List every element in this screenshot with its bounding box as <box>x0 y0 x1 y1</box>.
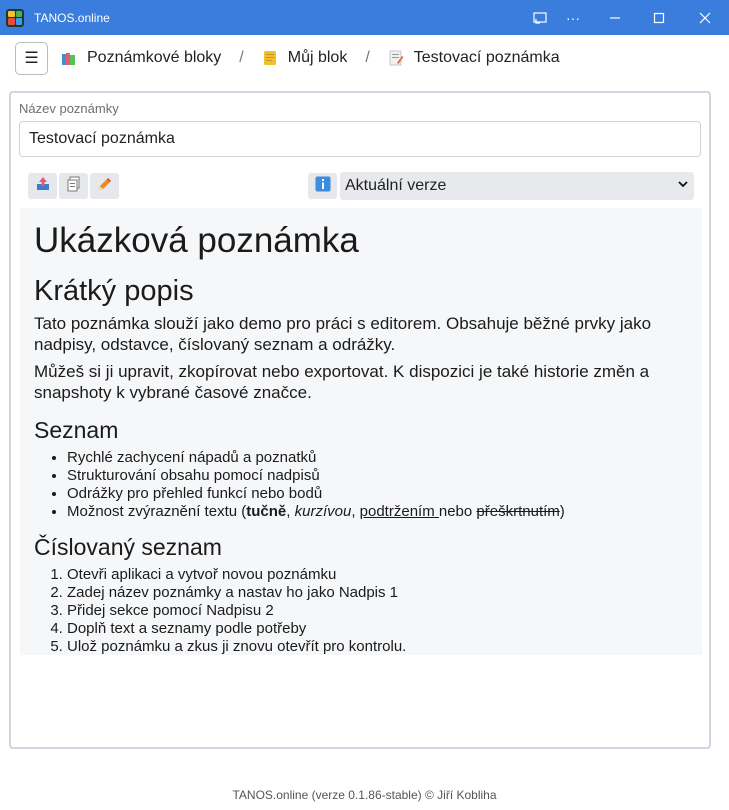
export-button[interactable] <box>28 173 57 199</box>
list-item: • Odrážky pro přehled funkcí nebo bodů <box>67 485 688 503</box>
note-name-input[interactable] <box>19 121 701 157</box>
chevron-down-icon <box>677 177 689 195</box>
window-titlebar <box>0 0 729 35</box>
copy-button[interactable] <box>59 173 88 199</box>
note-heading-2: Krátký popis <box>34 275 194 307</box>
books-icon <box>61 50 77 66</box>
underlined-text: podtržením <box>359 503 439 520</box>
list-item: 5. Ulož poznámku a zkus ji znovu otevřít pro kontrolu. <box>67 638 688 656</box>
breadcrumb-label: Můj blok <box>287 49 348 66</box>
breadcrumb-separator: / <box>365 49 370 66</box>
breadcrumb-item-my-notebook[interactable] <box>262 49 348 67</box>
list-item: 3. Přidej sekce pomocí Nadpisu 2 <box>67 602 688 620</box>
note-heading-1: Ukázková poznámka <box>34 221 359 260</box>
info-icon <box>315 176 331 197</box>
minimize-button[interactable] <box>593 0 637 35</box>
info-button[interactable] <box>308 173 337 199</box>
breadcrumb-item-notebooks[interactable] <box>61 49 221 67</box>
italic-text: kurzívou <box>294 503 352 520</box>
list-item: • Rychlé zachycení nápadů a poznatků <box>67 449 688 467</box>
note-editor[interactable] <box>20 208 702 655</box>
edit-button[interactable] <box>90 173 119 199</box>
copy-icon <box>66 176 82 197</box>
note-heading-3: Seznam <box>34 417 119 443</box>
version-selected-value: Aktuální verze <box>345 177 447 194</box>
breadcrumb-bar <box>0 35 729 81</box>
window-title: TANOS.online <box>34 10 110 25</box>
export-icon <box>35 176 51 197</box>
breadcrumb-label: Testovací poznámka <box>413 49 560 66</box>
breadcrumb-item-current-note[interactable] <box>388 49 560 67</box>
notepad-icon <box>262 50 278 66</box>
bullet-list <box>67 449 688 521</box>
note-heading-3: Číslovaný seznam <box>34 534 222 560</box>
note-name-label: Název poznámky <box>19 101 119 116</box>
strikethrough-text: přeškrtnutím <box>476 503 560 520</box>
note-paragraph: Můžeš si ji upravit, zkopírovat nebo exportovat. K dispozici je také historie změn a snapshoty k vybrané časové značce. <box>34 362 650 402</box>
list-item: • Možnost zvýraznění textu (tučně, kurzívou, podtržením nebo přeškrtnutím) <box>67 503 688 521</box>
breadcrumb-label: Poznámkové bloky <box>87 49 222 66</box>
app-logo-icon <box>6 9 24 27</box>
list-item: 1. Otevři aplikaci a vytvoř novou poznámku <box>67 566 688 584</box>
note-card <box>9 91 711 749</box>
more-options-button[interactable]: ··· <box>566 9 580 26</box>
maximize-button[interactable] <box>637 0 681 35</box>
close-button[interactable] <box>683 0 727 35</box>
memo-icon <box>388 50 404 66</box>
breadcrumb-separator: / <box>239 49 244 66</box>
list-item: • Strukturování obsahu pomocí nadpisů <box>67 467 688 485</box>
menu-button[interactable]: ☰ <box>15 42 48 75</box>
list-item: 2. Zadej název poznámky a nastav ho jako Nadpis 1 <box>67 584 688 602</box>
pencil-icon <box>97 176 113 197</box>
footer-text: TANOS.online (verze 0.1.86-stable) © Jiří Kobliha <box>232 788 497 802</box>
bold-text: tučně <box>246 503 287 520</box>
numbered-list <box>67 566 688 656</box>
note-paragraph: Tato poznámka slouží jako demo pro práci s editorem. Obsahuje běžné prvky jako nadpisy, odstavce, číslovaný seznam a odrážky. <box>34 314 652 354</box>
version-select[interactable] <box>340 172 694 200</box>
list-item: 4. Doplň text a seznamy podle potřeby <box>67 620 688 638</box>
